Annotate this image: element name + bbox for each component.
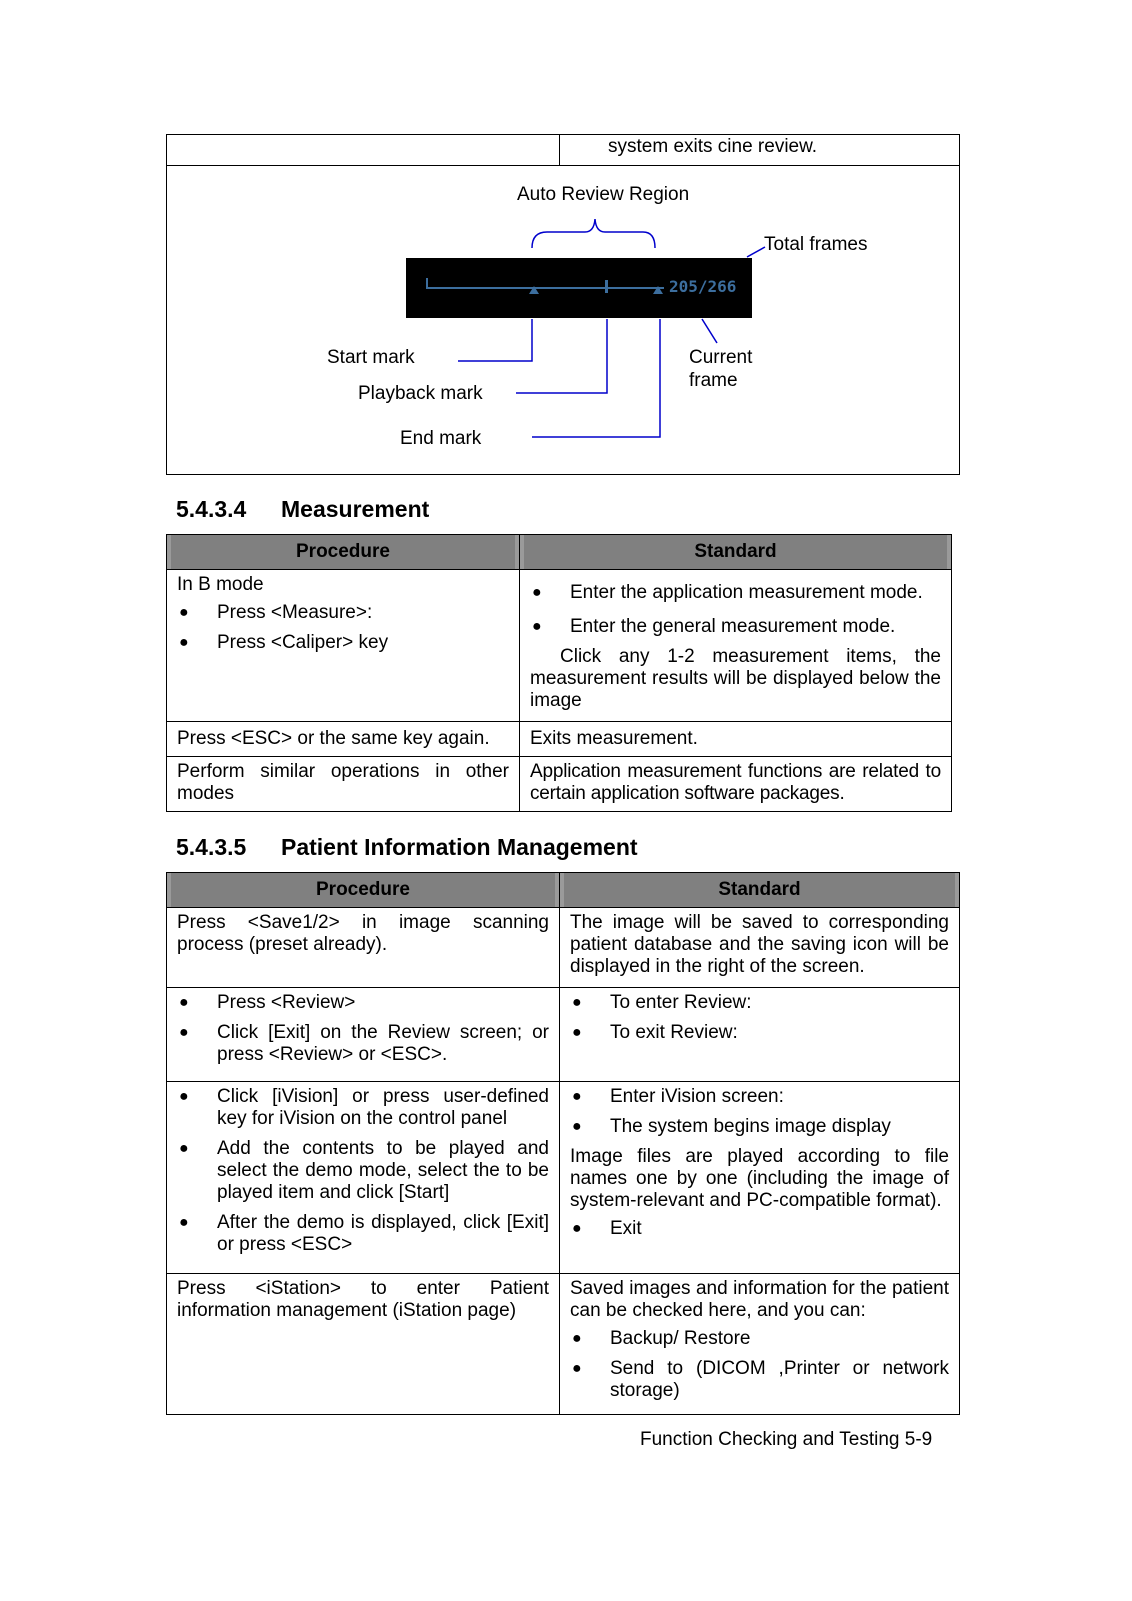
list-item: ● Exit bbox=[570, 1218, 949, 1240]
section-heading-patient bbox=[176, 834, 638, 861]
header-procedure: Procedure bbox=[167, 535, 520, 570]
list-item: ● To enter Review: bbox=[570, 992, 949, 1014]
page-footer: Function Checking and Testing 5-9 bbox=[640, 1429, 933, 1450]
table-row bbox=[167, 908, 960, 988]
end-mark-leader bbox=[532, 319, 660, 437]
current-frame-pointer bbox=[702, 319, 717, 343]
standard-bullets bbox=[570, 1328, 949, 1402]
total-frames-label: Total frames bbox=[764, 234, 868, 255]
list-item: ● Press <Measure>: bbox=[177, 602, 509, 624]
procedure-cell bbox=[167, 1082, 560, 1274]
procedure-bullets bbox=[177, 992, 549, 1066]
auto-review-brace bbox=[532, 219, 655, 248]
standard-bullets bbox=[570, 1086, 949, 1138]
procedure-cell bbox=[167, 988, 560, 1082]
list-item: ● Click [iVision] or press user-defined key for iVision on the control panel bbox=[177, 1086, 549, 1130]
cine-track bbox=[426, 287, 664, 289]
table-row bbox=[167, 570, 952, 722]
procedure-cell bbox=[167, 570, 520, 722]
procedure-cell: Press <ESC> or the same key again. bbox=[167, 722, 520, 757]
standard-cell: Application measurement functions are related to certain application software packages. bbox=[520, 757, 952, 812]
section-heading-measurement bbox=[176, 496, 429, 523]
table-row bbox=[167, 757, 952, 812]
start-mark-icon[interactable] bbox=[529, 286, 539, 294]
playback-mark-label: Playback mark bbox=[358, 383, 483, 404]
start-mark-label: Start mark bbox=[327, 347, 415, 368]
standard-bullets bbox=[570, 992, 949, 1044]
total-frames-pointer bbox=[747, 247, 765, 257]
standard-note: Click any 1-2 measurement items, the measurement results will be displayed below the image bbox=[530, 646, 941, 711]
list-item: ● To exit Review: bbox=[570, 1022, 949, 1044]
standard-note: Image files are played according to file names one by one (including the image of system-relevant and PC-compatible format). bbox=[570, 1146, 949, 1211]
standard-cell: Exits measurement. bbox=[520, 722, 952, 757]
measurement-table bbox=[166, 534, 952, 812]
table-row bbox=[167, 1082, 960, 1274]
list-item: ● Click [Exit] on the Review screen; or press <Review> or <ESC>. bbox=[177, 1022, 549, 1066]
list-item: ● Press <Caliper> key bbox=[177, 632, 509, 654]
list-item: ● Add the contents to be played and select the demo mode, select the to be played item and click [Start] bbox=[177, 1138, 549, 1204]
section-number: 5.4.3.5 bbox=[176, 834, 247, 860]
table-row bbox=[167, 1274, 960, 1415]
procedure-cell: Press <Save1/2> in image scanning process (preset already). bbox=[167, 908, 560, 988]
standard-intro: Saved images and information for the patient can be checked here, and you can: bbox=[570, 1278, 949, 1321]
standard-cell bbox=[520, 570, 952, 722]
start-mark-leader bbox=[458, 319, 532, 361]
header-standard: Standard bbox=[520, 535, 952, 570]
standard-cell: The image will be saved to corresponding patient database and the saving icon will be displayed in the right of the screen. bbox=[560, 908, 960, 988]
cine-exit-text: system exits cine review. bbox=[608, 136, 818, 157]
header-standard: Standard bbox=[560, 873, 960, 908]
header-procedure: Procedure bbox=[167, 873, 560, 908]
standard-bullets-exit bbox=[570, 1218, 949, 1240]
table-row bbox=[167, 722, 952, 757]
standard-cell bbox=[560, 1274, 960, 1415]
list-item: ● Enter the application measurement mode. bbox=[530, 582, 941, 604]
list-item: ● Press <Review> bbox=[177, 992, 549, 1014]
playback-mark-leader bbox=[516, 319, 607, 393]
procedure-cell: Perform similar operations in other modes bbox=[167, 757, 520, 812]
standard-bullets bbox=[530, 582, 941, 638]
table-row bbox=[167, 988, 960, 1082]
procedure-bullets bbox=[177, 602, 509, 654]
current-frame-label-line2: frame bbox=[689, 370, 738, 391]
procedure-bullets bbox=[177, 1086, 549, 1256]
procedure-cell: Press <iStation> to enter Patient information management (iStation page) bbox=[167, 1274, 560, 1415]
list-item: ● Enter the general measurement mode. bbox=[530, 616, 941, 638]
cine-figure-table bbox=[166, 134, 960, 475]
section-title: Measurement bbox=[281, 496, 430, 522]
current-frame-label-line1: Current bbox=[689, 347, 753, 368]
list-item: ● Enter iVision screen: bbox=[570, 1086, 949, 1108]
list-item: ● Backup/ Restore bbox=[570, 1328, 949, 1350]
standard-cell bbox=[560, 1082, 960, 1274]
list-item: ● The system begins image display bbox=[570, 1116, 949, 1138]
frame-counter: 205/266 bbox=[669, 277, 737, 296]
patient-info-table bbox=[166, 872, 960, 1415]
end-mark-icon[interactable] bbox=[653, 286, 663, 294]
playback-mark-icon[interactable] bbox=[605, 280, 608, 293]
section-number: 5.4.3.4 bbox=[176, 496, 247, 522]
section-title: Patient Information Management bbox=[281, 834, 638, 860]
procedure-intro: In B mode bbox=[177, 574, 264, 595]
cine-bar-screen bbox=[406, 258, 752, 318]
list-item: ● After the demo is displayed, click [Exit] or press <ESC> bbox=[177, 1212, 549, 1256]
auto-review-region-label: Auto Review Region bbox=[517, 184, 690, 205]
list-item: ● Send to (DICOM ,Printer or network storage) bbox=[570, 1358, 949, 1402]
standard-cell bbox=[560, 988, 960, 1082]
end-mark-label: End mark bbox=[400, 428, 482, 449]
